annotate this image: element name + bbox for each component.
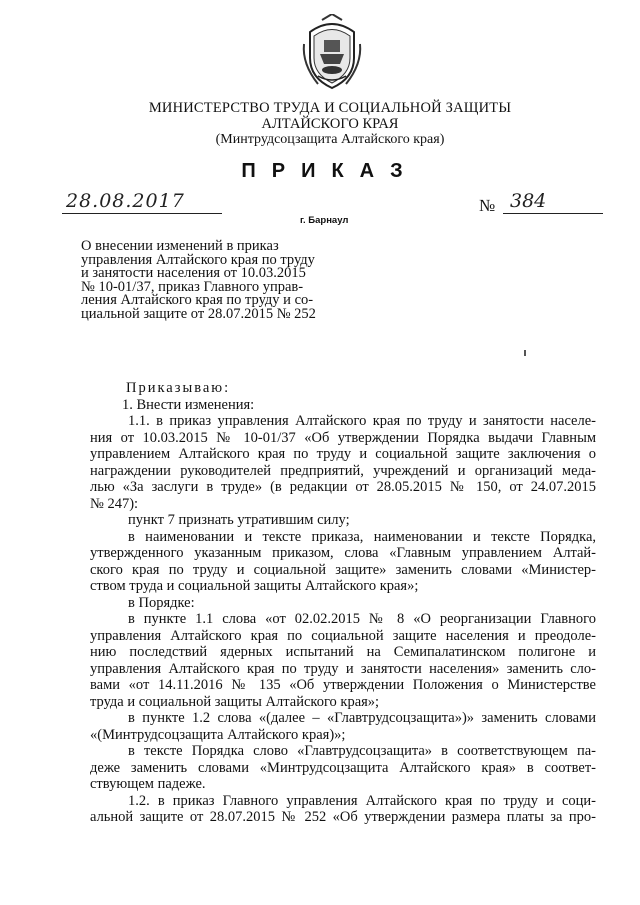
number-underline xyxy=(503,213,603,214)
ministry-name-line2: АЛТАЙСКОГО КРАЯ xyxy=(261,116,399,132)
subject-line: циальной защите от 28.07.2015 № 252 xyxy=(81,305,316,322)
body-line: управления Алтайского края по труду и занятости населения» заменить сло- xyxy=(90,660,596,677)
body-line: 1.2. в приказ Главного управления Алтайского края по труду и соци- xyxy=(128,792,596,809)
ministry-short-name: (Минтрудсоцзащита Алтайского края) xyxy=(215,132,445,147)
ministry-name-line1: МИНИСТЕРСТВО ТРУДА И СОЦИАЛЬНОЙ ЗАЩИТЫ xyxy=(148,100,512,116)
subject-line: управления Алтайского края по труду xyxy=(81,251,315,268)
handwritten-date: 28.08.2017 xyxy=(66,190,185,212)
subject-line: и занятости населения от 10.03.2015 xyxy=(81,265,306,281)
city-label: г. Барнаул xyxy=(300,215,349,226)
body-line: 1. Внести изменения: xyxy=(122,396,255,413)
order-subject xyxy=(81,240,338,321)
body-line: ния от 10.03.2015 № 10-01/37 «Об утверждении Порядка выдачи Главным xyxy=(90,429,596,446)
body-line: в пункте 1.2 слова «(далее – «Главтрудсоцзащита»)» заменить словами xyxy=(128,710,596,726)
document-type-title: ПРИКАЗ xyxy=(241,160,419,182)
body-line: № 247): xyxy=(90,495,139,512)
body-line: «(Минтрудсоцзащита Алтайского края)»; xyxy=(90,726,346,743)
subject-line: О внесении изменений в приказ xyxy=(81,238,279,254)
subject-line: № 10-01/37, приказ Главного управ- xyxy=(81,278,304,295)
body-line: утвержденного указанным приказом, слова «Главным управлением Алтай- xyxy=(90,545,596,561)
body-line: в Порядке: xyxy=(128,594,195,611)
body-line: ством труда и социальной защиты Алтайского края»; xyxy=(90,578,419,594)
subject-line: ления Алтайского края по труду и со- xyxy=(81,292,314,308)
body-line: управлением Алтайского края по труду и социальной защите заключения о xyxy=(90,446,596,462)
body-line: управления Алтайского края по социальной защите населения и преодоле- xyxy=(90,627,596,644)
body-line: вами «от 14.11.2016 № 135 «Об утверждении Положения о Министерстве xyxy=(90,677,596,693)
body-line: деже заменить словами «Минтрудсоцзащита Алтайского края» в соответ- xyxy=(90,759,596,776)
body-line: альной защите от 28.07.2015 № 252 «Об утверждении размера платы за про- xyxy=(90,809,596,825)
order-body xyxy=(90,380,596,826)
body-line: в пункте 1.1 слова «от 02.02.2015 № 8 «О реорганизации Главного xyxy=(128,611,596,627)
body-line: лью «За заслуги в труде» (в редакции от 28.05.2015 № 150, от 24.07.2015 xyxy=(90,479,596,495)
scan-mark xyxy=(524,350,526,356)
date-underline xyxy=(62,213,222,214)
body-line: ствующем падеже. xyxy=(90,776,206,792)
body-line: ского края по труду и социальной защите» заменить словами «Министер- xyxy=(90,561,596,578)
body-line: в тексте Порядка слово «Главтрудсоцзащита» в соответствующем па- xyxy=(128,743,596,759)
body-line: награждении руководителей предприятий, учреждений и организаций меда- xyxy=(90,462,596,479)
body-line: Приказываю: xyxy=(126,380,231,396)
number-sign: № xyxy=(479,196,496,215)
body-line: 1.1. в приказ управления Алтайского края по труду и занятости населе- xyxy=(128,413,596,429)
handwritten-number: 384 xyxy=(510,190,547,212)
coat-of-arms-icon xyxy=(300,14,364,94)
body-line: труда и социальной защиты Алтайского края»; xyxy=(90,693,380,710)
body-line: нию последствий ядерных испытаний на Семипалатинском полигоне и xyxy=(90,644,596,660)
body-line: в наименовании и тексте приказа, наименовании и тексте Порядка, xyxy=(128,528,596,545)
body-line: пункт 7 признать утратившим силу; xyxy=(128,512,350,528)
